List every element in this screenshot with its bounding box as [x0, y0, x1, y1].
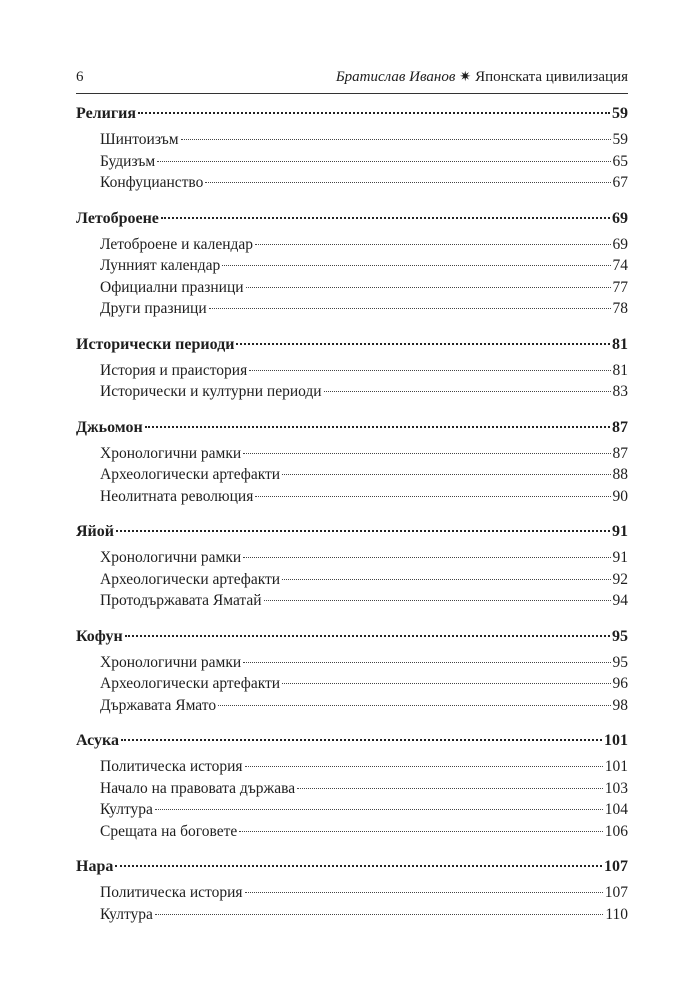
toc-chapter-title: Джьомон [76, 418, 143, 436]
toc-chapter [76, 625, 628, 649]
toc-section [76, 729, 628, 842]
toc-entry [76, 673, 628, 695]
toc-entry-page: 106 [604, 822, 628, 840]
toc-chapter [76, 207, 628, 231]
toc-entry-title: Археологически артефакти [100, 466, 281, 483]
dot-leader [116, 530, 610, 532]
toc-entry [76, 882, 628, 904]
toc-entry-title: Летоброене и календар [100, 235, 254, 253]
toc-chapter-page: 101 [604, 732, 628, 749]
toc-entry-title: Исторически и културни периоди [100, 383, 322, 400]
toc-chapter-page: 59 [612, 105, 628, 122]
dot-leader [222, 265, 610, 266]
dot-leader [239, 831, 602, 832]
book-title: Японската цивилизация [475, 69, 628, 85]
toc-entry [76, 172, 628, 194]
toc-chapter [76, 729, 628, 753]
toc-entry-title: Конфуцианство [100, 174, 204, 191]
toc-entry-page: 103 [604, 779, 628, 797]
dot-leader [181, 139, 611, 140]
toc-entry [76, 547, 628, 569]
toc-entry [76, 443, 628, 465]
toc-entry [76, 695, 628, 717]
toc-chapter-page: 95 [612, 627, 628, 645]
toc-entry-title: История и праистория [100, 361, 248, 379]
toc-entry [76, 756, 628, 778]
toc-entry-page: 91 [612, 549, 628, 566]
toc-entry [76, 381, 628, 403]
toc-entry-title: Политическа история [100, 758, 243, 775]
toc-entry-page: 104 [604, 801, 628, 818]
toc-entry [76, 486, 628, 508]
toc-entry-page: 94 [612, 592, 628, 609]
toc-section [76, 333, 628, 403]
toc-entry [76, 277, 628, 299]
toc-section [76, 625, 628, 717]
dot-leader [243, 662, 610, 663]
toc-section [76, 207, 628, 320]
dot-leader [324, 391, 611, 392]
dot-leader [249, 370, 610, 371]
toc-entry [76, 569, 628, 591]
dot-leader [282, 579, 610, 580]
toc-entry-page: 67 [612, 174, 628, 191]
toc-section [76, 520, 628, 612]
toc-entry-title: Държавата Ямато [100, 696, 217, 714]
toc-entry-title: Археологически артефакти [100, 570, 281, 588]
toc-chapter [76, 520, 628, 544]
dot-leader [245, 892, 603, 893]
dot-leader [282, 474, 610, 475]
toc-entry-title: Неолитната революция [100, 487, 254, 505]
toc-entry-page: 88 [612, 466, 628, 483]
toc-section [76, 855, 628, 925]
toc-chapter-title: Религия [76, 105, 136, 122]
toc-entry-title: Протодържавата Яматай [100, 592, 262, 609]
toc-chapter-page: 69 [612, 209, 628, 227]
toc-entry-title: Хронологични рамки [100, 444, 242, 462]
toc-entry-title: Други празници [100, 300, 207, 317]
toc-section [76, 102, 628, 194]
toc-entry-page: 69 [612, 235, 628, 253]
dot-leader [205, 182, 610, 183]
toc-entry-title: Култура [100, 905, 153, 923]
toc-chapter-page: 107 [604, 858, 628, 875]
toc-entry-page: 92 [612, 570, 628, 588]
toc-section [76, 416, 628, 508]
toc-chapter [76, 102, 628, 126]
table-of-contents [76, 102, 628, 938]
dot-leader [209, 308, 611, 309]
toc-entry [76, 234, 628, 256]
toc-entry-page: 77 [612, 278, 628, 296]
dot-leader [243, 453, 610, 454]
dot-leader [245, 766, 603, 767]
dot-leader [121, 739, 602, 741]
toc-chapter-page: 81 [612, 335, 628, 353]
toc-entry [76, 778, 628, 800]
toc-entry [76, 590, 628, 612]
toc-entry-page: 98 [612, 696, 628, 714]
toc-chapter-page: 87 [612, 418, 628, 436]
toc-chapter-title: Яйой [76, 523, 114, 540]
toc-entry-page: 90 [612, 487, 628, 505]
toc-entry-title: Начало на правовата държава [100, 779, 296, 797]
toc-chapter [76, 333, 628, 357]
toc-entry [76, 652, 628, 674]
dot-leader [243, 557, 610, 558]
toc-chapter [76, 416, 628, 440]
toc-entry-title: Шинтоизъм [100, 131, 179, 148]
toc-chapter-page: 91 [612, 523, 628, 540]
toc-entry-page: 101 [604, 758, 628, 775]
toc-entry [76, 360, 628, 382]
dot-leader [297, 788, 603, 789]
toc-entry [76, 151, 628, 173]
toc-chapter-title: Кофун [76, 627, 123, 645]
toc-entry-page: 87 [612, 444, 628, 462]
dot-leader [125, 635, 610, 637]
toc-chapter-title: Асука [76, 732, 120, 749]
dot-leader [145, 426, 610, 428]
dot-leader [161, 217, 610, 219]
toc-entry-page: 110 [605, 905, 628, 923]
toc-entry-page: 78 [612, 300, 628, 317]
toc-entry [76, 904, 628, 926]
toc-entry-page: 65 [612, 152, 628, 170]
toc-entry-page: 81 [612, 361, 628, 379]
toc-entry-page: 59 [612, 131, 628, 148]
dot-leader [264, 600, 611, 601]
toc-entry-title: Официални празници [100, 278, 244, 296]
toc-entry-page: 83 [612, 383, 628, 400]
toc-entry [76, 129, 628, 151]
toc-entry [76, 298, 628, 320]
page-number: 6 [76, 69, 84, 85]
dot-leader [115, 865, 602, 867]
toc-entry [76, 255, 628, 277]
separator-star-icon: ✷ [459, 70, 472, 85]
toc-chapter-title: Исторически периоди [76, 335, 235, 353]
dot-leader [282, 683, 610, 684]
toc-chapter [76, 855, 628, 879]
dot-leader [255, 244, 610, 245]
dot-leader [155, 914, 603, 915]
dot-leader [157, 161, 610, 162]
toc-entry-title: Лунният календар [100, 257, 221, 274]
toc-chapter-title: Летоброене [76, 209, 159, 227]
toc-entry-page: 74 [612, 257, 628, 274]
toc-entry [76, 821, 628, 843]
dot-leader [155, 809, 603, 810]
dot-leader [255, 496, 610, 497]
toc-entry-page: 95 [612, 653, 628, 671]
toc-entry-title: Култура [100, 801, 153, 818]
author-name: Братислав Иванов [335, 69, 456, 85]
toc-entry-title: Будизъм [100, 152, 156, 170]
toc-entry-title: Хронологични рамки [100, 549, 242, 566]
toc-chapter-title: Нара [76, 858, 114, 875]
toc-entry-title: Хронологични рамки [100, 653, 242, 671]
toc-entry [76, 799, 628, 821]
header-rule [76, 93, 628, 94]
running-header [76, 69, 628, 91]
dot-leader [138, 112, 610, 114]
toc-entry [76, 464, 628, 486]
running-title [336, 69, 628, 86]
dot-leader [218, 705, 610, 706]
dot-leader [236, 343, 610, 345]
toc-entry-title: Срещата на боговете [100, 822, 238, 840]
toc-entry-page: 96 [612, 675, 628, 692]
dot-leader [246, 287, 611, 288]
toc-entry-title: Политическа история [100, 884, 243, 901]
toc-entry-page: 107 [604, 884, 628, 901]
toc-entry-title: Археологически артефакти [100, 675, 281, 692]
